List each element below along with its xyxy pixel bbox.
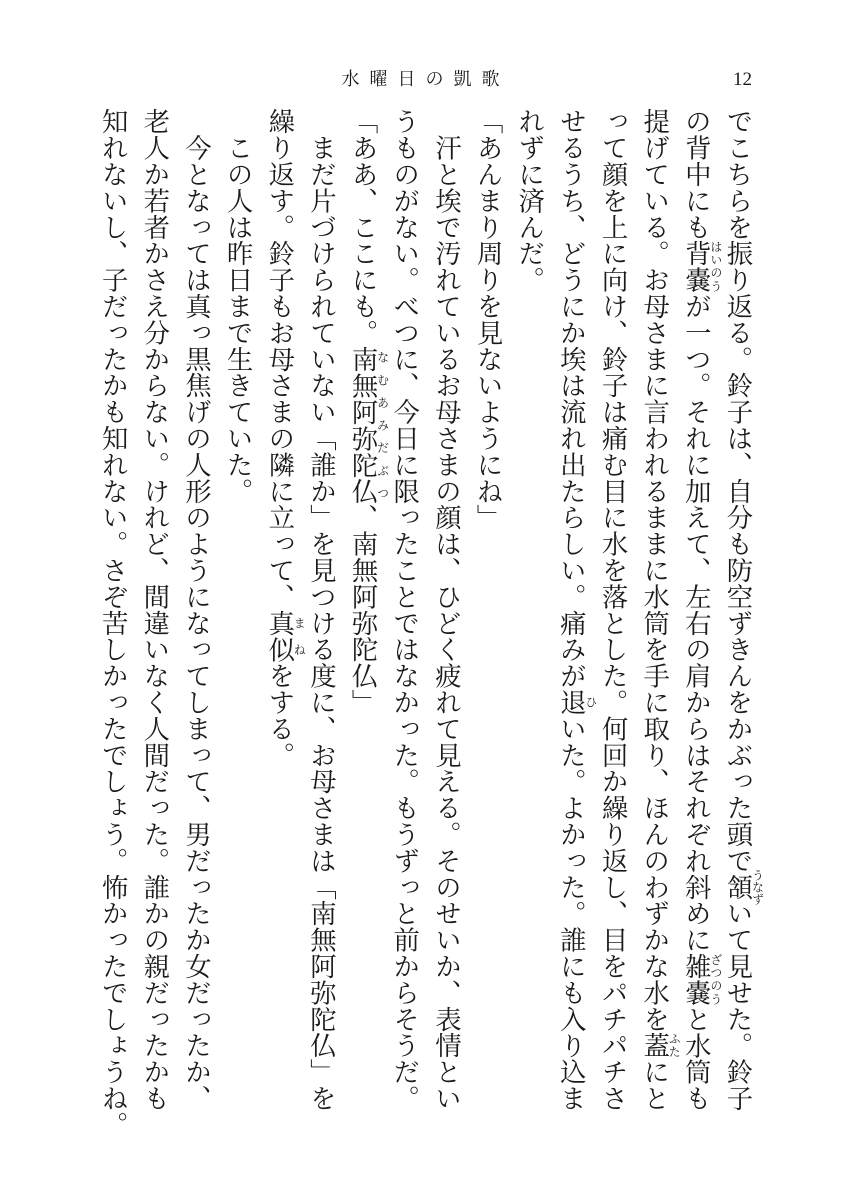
ruby-word xyxy=(555,688,598,723)
text-run: をする。 xyxy=(263,662,295,769)
text-run: 今となっては真っ黒焦げの人形のようになってしまって、男だったか女だったか、 xyxy=(180,108,212,1112)
text-column xyxy=(258,108,307,1112)
ruby-word xyxy=(722,868,765,905)
text-run: 、南無阿弥陀仏」 xyxy=(347,504,379,716)
ruby-reading: ざつのう xyxy=(708,953,723,1007)
text-column xyxy=(133,108,175,1112)
text-column xyxy=(383,108,425,1112)
text-run: 知れないし、子だったかも知れない。さぞ苦しかったでしょう。怖かったでしょうね。 xyxy=(97,108,129,1138)
ruby-base: 頷 xyxy=(722,873,753,901)
text-column xyxy=(675,108,723,1112)
text-column xyxy=(550,108,598,1112)
text-column xyxy=(341,108,390,1112)
text-run: 「あんまり周りを見ないようにね」 xyxy=(472,108,504,531)
text-run: れずに済んだ。 xyxy=(513,108,545,293)
ruby-base: 真似 xyxy=(263,609,295,663)
text-run: いた。よかった。誰にも入り込ま xyxy=(555,715,587,1112)
text-column xyxy=(508,108,550,1112)
text-run: 「ああ、ここにも。 xyxy=(347,108,379,346)
ruby-word xyxy=(347,345,390,510)
text-run: 汗と埃で汚れているお母さまの顔は、ひどく疲れて見える。そのせいか、表情とい xyxy=(430,108,462,1112)
text-run: 繰り返す。鈴子もお母さまの隣に立って、 xyxy=(263,108,295,610)
ruby-reading: はいのう xyxy=(708,240,723,294)
ruby-word xyxy=(680,240,723,294)
text-run: の背中にも xyxy=(680,108,712,240)
ruby-reading: なむあみだぶつ xyxy=(375,350,390,510)
text-run: 老人か若者かさえ分からない。けれど、間違いなく人間だった。誰かの親だったかも xyxy=(138,108,170,1112)
text-column xyxy=(425,108,467,1112)
body-text xyxy=(91,108,765,1138)
ruby-reading: ふた xyxy=(667,1032,682,1060)
ruby-word xyxy=(263,609,307,670)
running-header-title: 水曜日の凱歌 xyxy=(341,69,510,90)
text-run: にと xyxy=(638,1058,670,1112)
text-run: この人は昨日まで生きていた。 xyxy=(222,108,254,504)
text-column xyxy=(92,108,134,1138)
text-column xyxy=(633,108,682,1112)
text-column xyxy=(216,108,258,1112)
ruby-base: 雑嚢 xyxy=(680,952,712,1006)
text-column xyxy=(591,108,633,1112)
ruby-base: 蓋 xyxy=(638,1032,670,1059)
text-run: まだ片づけられていない「誰か」を見つける度に、お母さまは「南無阿弥陀仏」を xyxy=(305,108,337,1112)
page-number: 12 xyxy=(733,69,752,90)
text-run: が一つ。それに加えて、左右の肩からはそれぞれ斜めに xyxy=(680,292,712,953)
ruby-reading: まね xyxy=(292,616,307,670)
ruby-base: 退 xyxy=(555,688,587,716)
ruby-word xyxy=(638,1032,682,1060)
ruby-base: 南無阿弥陀仏 xyxy=(347,345,379,505)
text-run: せるうち、どうにか埃は流れ出たらしい。痛みが xyxy=(555,108,587,689)
text-run: 提げている。お母さまに言われるままに水筒を手に取り、ほんのわずかな水を xyxy=(638,108,670,1032)
ruby-reading: ひ xyxy=(583,696,598,723)
ruby-word xyxy=(680,952,723,1007)
ruby-base: 背嚢 xyxy=(680,240,712,293)
text-column xyxy=(175,108,217,1112)
text-column xyxy=(466,108,508,1112)
text-run: と水筒も xyxy=(680,1005,712,1112)
text-column xyxy=(300,108,342,1112)
text-run: でこちらを振り返る。鈴子は、自分も防空ずきんをかぶった頭で xyxy=(722,108,753,874)
text-run: うものがない。べつに、今日に限ったことではなかった。もうずっと前からそうだ。 xyxy=(388,108,420,1112)
text-run: いて見せた。鈴子 xyxy=(722,900,753,1112)
text-run: って顔を上に向け、鈴子は痛む目に水を落とした。何回か繰り返し、目をパチパチさ xyxy=(597,108,629,1112)
ruby-reading: うなず xyxy=(750,868,765,905)
